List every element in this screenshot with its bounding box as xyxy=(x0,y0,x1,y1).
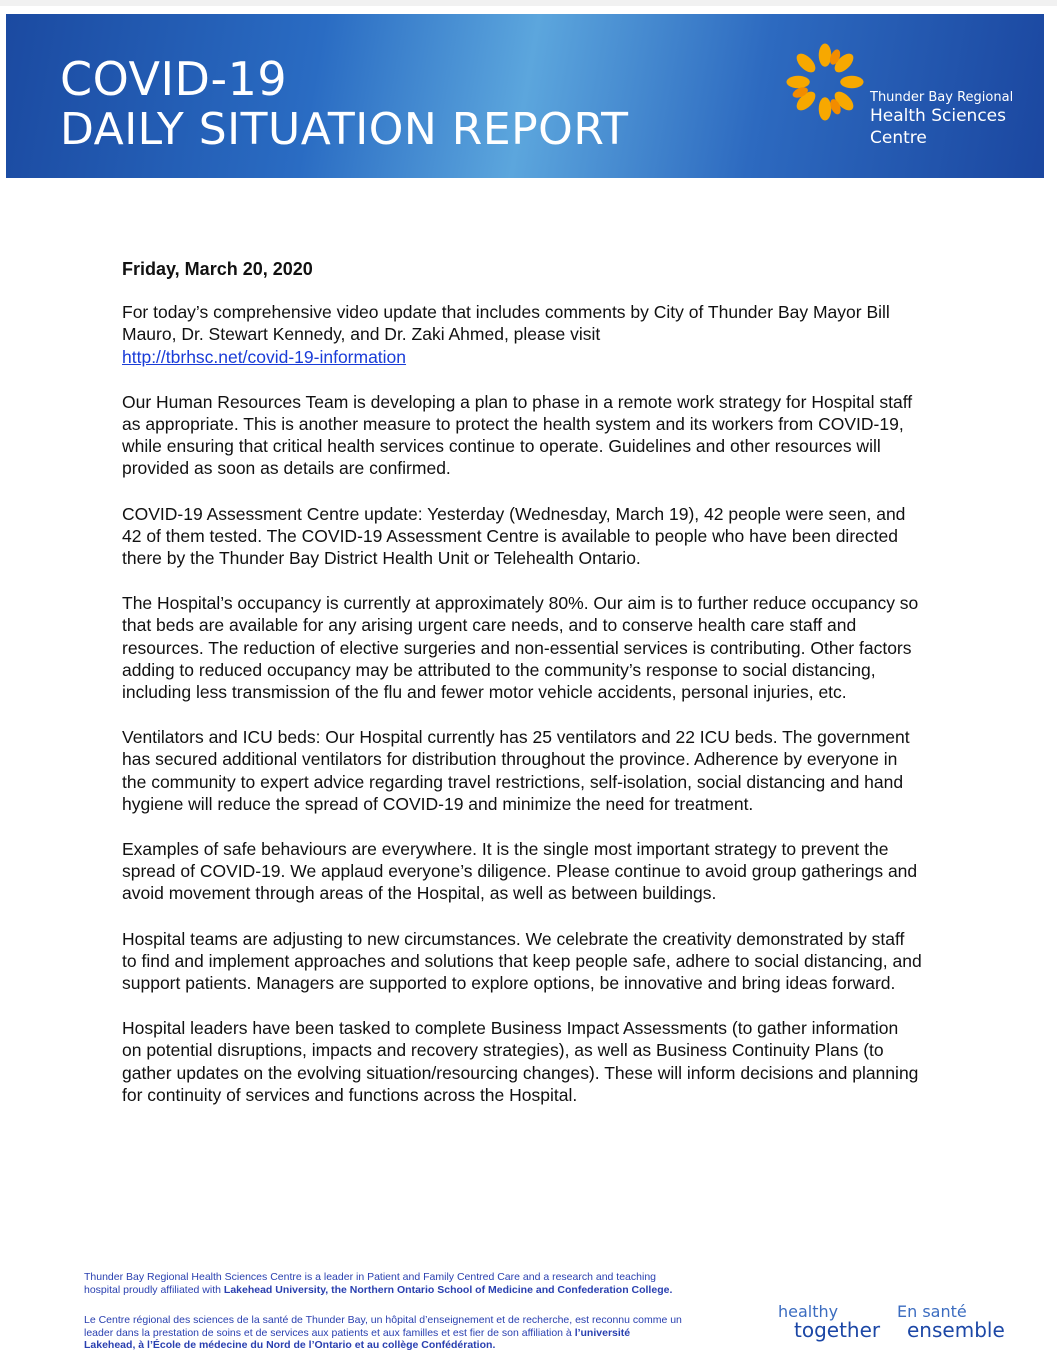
intro-text: For today’s comprehensive video update that includes comments by City of Thunder Bay Mayor Bill Mauro, Dr. Stewart Kennedy, and Dr. Zaki Ahmed, please visit xyxy=(122,302,890,345)
paragraph-assessment-centre: COVID-19 Assessment Centre update: Yesterday (Wednesday, March 19), 42 people were seen, and 42 of them tested. The COVID-19 Assessment Centre is available to people who have been directed there by the Thunder Bay District Health Unit or Telehealth Ontario. xyxy=(122,503,906,569)
footer-french-statement xyxy=(84,1314,684,1352)
footer-english-period: . xyxy=(669,1283,673,1296)
organization-name xyxy=(870,90,1013,149)
tagline-together: together xyxy=(794,1318,881,1342)
intro-paragraph xyxy=(122,301,922,368)
footer-french-text: Le Centre régional des sciences de la santé de Thunder Bay, un hôpital d’enseignement et de recherche, est reconnu comme un leader dans la prestation de soins et de services aux patients et aux familles et est fier de son affiliation à xyxy=(84,1314,682,1339)
paragraph-remote-work: Our Human Resources Team is developing a plan to phase in a remote work strategy for Hospital staff as appropriate. This is another measure to protect the health system and its workers from COVID-19, while ensuring that critical health services continue to operate. Guidelines and other resources will provided as soon as details are confirmed. xyxy=(122,391,913,479)
footer-french-affiliations: l’université Lakehead, à l’École de médecine du Nord de l’Ontario et au collège Confédération xyxy=(84,1326,631,1352)
sunburst-petals-logo-icon xyxy=(782,34,868,130)
video-update-link[interactable]: http://tbrhsc.net/covid-19-information xyxy=(122,346,407,367)
tagline-ensemble: ensemble xyxy=(907,1318,1005,1342)
tagline-healthy: healthy xyxy=(778,1302,839,1321)
org-name-line2: Health Sciences xyxy=(870,106,1006,127)
banner-title-line1: COVID-19 xyxy=(60,52,288,106)
report-banner xyxy=(6,14,1044,178)
page-top-border xyxy=(0,0,1057,6)
footer-french-period: . xyxy=(492,1339,496,1352)
org-name-line3: Centre xyxy=(870,127,927,148)
tagline-en-sante: En santé xyxy=(897,1302,967,1321)
banner-title-line2: DAILY SITUATION REPORT xyxy=(60,104,629,155)
footer-english-affiliations: Lakehead University, the Northern Ontario School of Medicine and Confederation College xyxy=(223,1283,670,1296)
footer-english-statement xyxy=(84,1271,684,1296)
paragraph-safe-behaviours: Examples of safe behaviours are everywhere. It is the single most important strategy to prevent the spread of COVID-19. We applaud everyone’s diligence. Please continue to avoid group gatherings and avoid movement through areas of the Hospital, as well as between buildings. xyxy=(122,839,918,904)
report-body xyxy=(122,258,922,1129)
paragraph-ventilators: Ventilators and ICU beds: Our Hospital currently has 25 ventilators and 22 ICU beds. The government has secured additional ventilators for distribution throughout the province. Adherence by everyone in the community to expert advice regarding travel restrictions, self-isolation, social distancing and hand hygiene will reduce the spread of COVID-19 and minimize the need for treatment. xyxy=(122,727,910,814)
paragraph-business-impact: Hospital leaders have been tasked to complete Business Impact Assessments (to gather information on potential disruptions, impacts and recovery strategies), as well as Business Continuity Plans (to gather updates on the evolving situation/resourcing changes). These will inform decisions and planning for continuity of services and functions across the Hospital. xyxy=(122,1018,919,1105)
footer-english-text: Thunder Bay Regional Health Sciences Centre is a leader in Patient and Family Centred Care and a research and teaching hospital proudly affiliated with xyxy=(84,1271,656,1296)
paragraph-occupancy: The Hospital’s occupancy is currently at approximately 80%. Our aim is to further reduce occupancy so that beds are available for any arising urgent care needs, and to conserve health care staff and resources. The reduction of elective surgeries and non-essential services is contributing. Other factors adding to reduced occupancy may be attributed to the community’s response to social distancing, including less transmission of the flu and fewer motor vehicle accidents, personal injuries, etc. xyxy=(122,593,919,703)
paragraph-hospital-teams: Hospital teams are adjusting to new circumstances. We celebrate the creativity demonstrated by staff to find and implement approaches and solutions that keep people safe, adhere to social distancing, and support patients. Managers are supported to explore options, be innovative and bring ideas forward. xyxy=(122,928,922,994)
org-name-line1: Thunder Bay Regional xyxy=(870,90,1014,105)
report-date: Friday, March 20, 2020 xyxy=(122,259,313,279)
